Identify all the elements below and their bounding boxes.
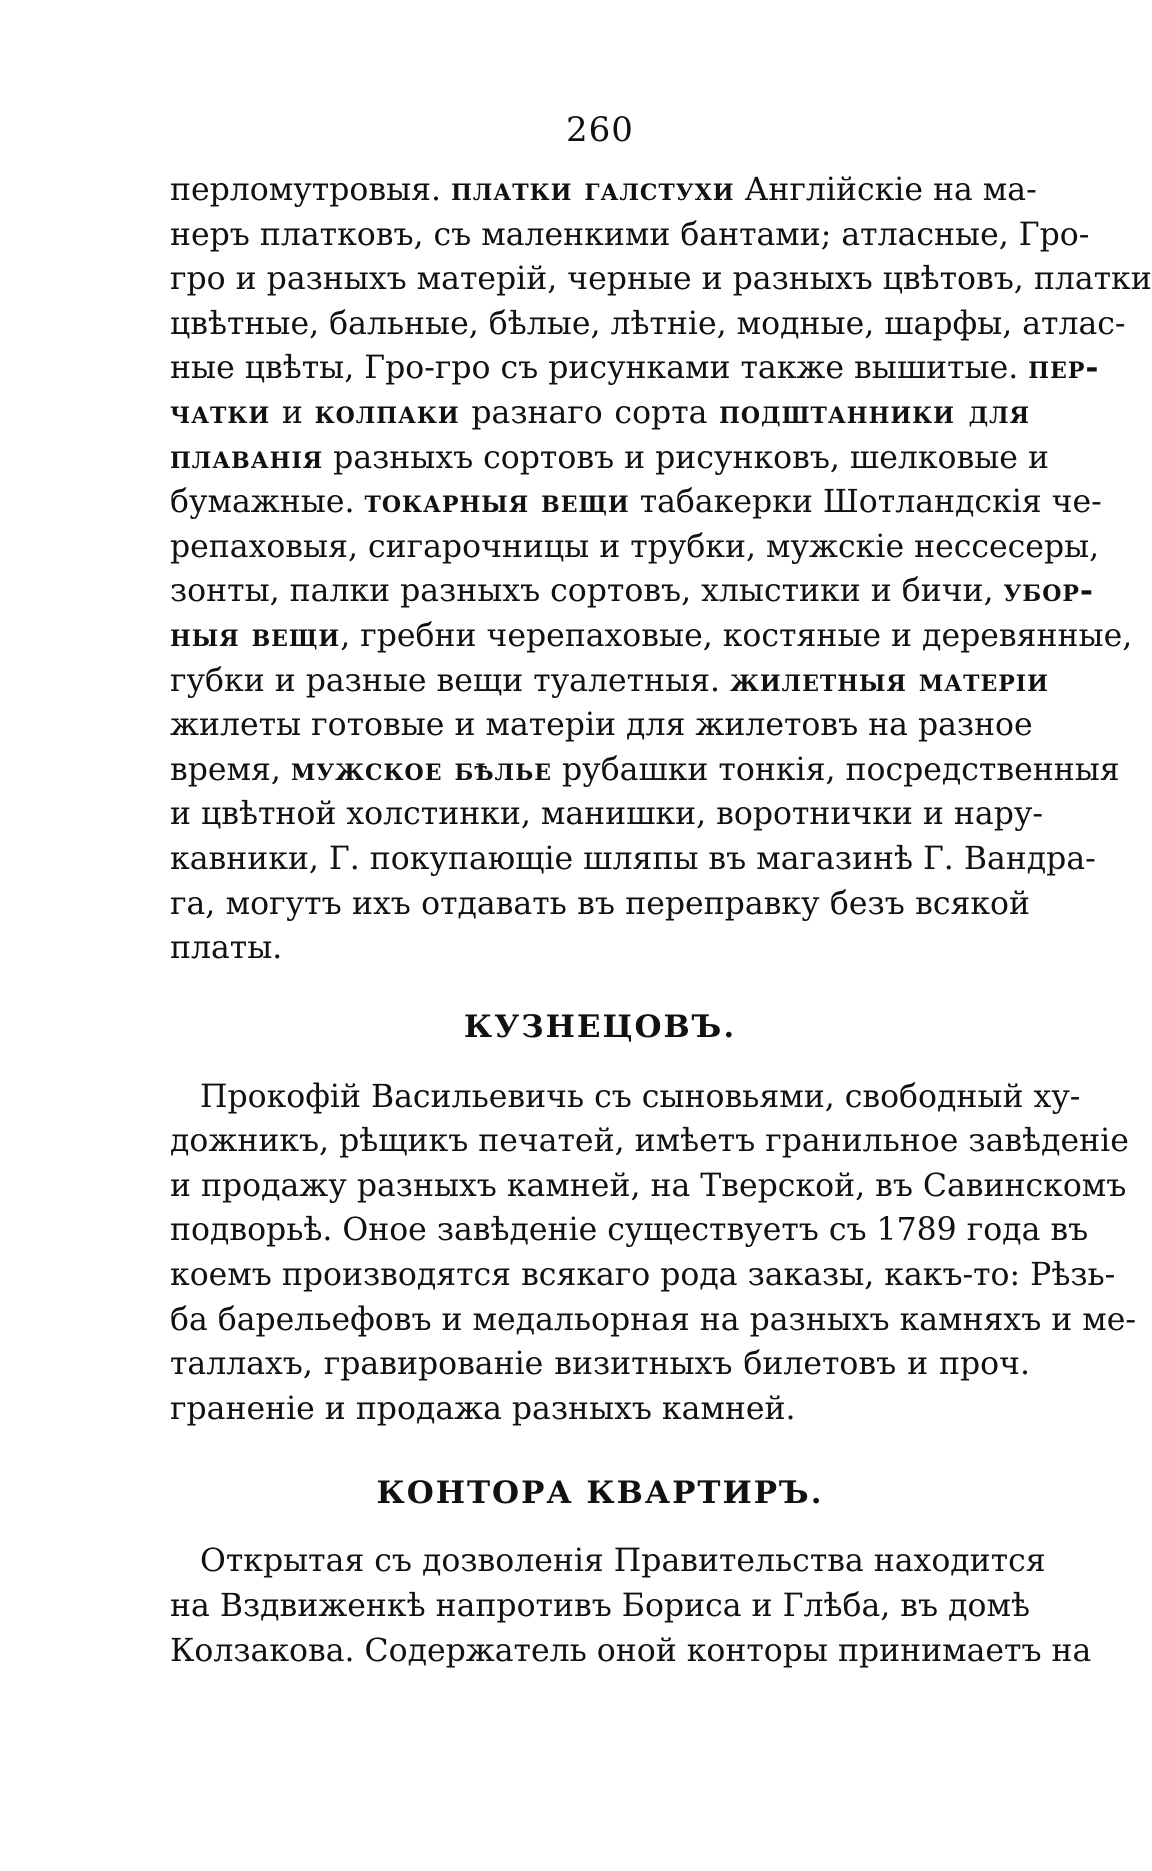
text-line: [170, 1584, 1030, 1629]
text-span: и продажу разныхъ камней, на Тверской, въ Савинскомъ: [170, 1167, 1127, 1204]
headword: пер-: [1028, 349, 1100, 387]
text-span: губки и разные вещи туалетныя.: [170, 662, 731, 699]
text-line: [170, 436, 1049, 481]
text-line: [170, 1208, 1089, 1253]
text-span: и: [270, 394, 315, 431]
text-line: [170, 703, 1033, 748]
text-line: [170, 614, 1133, 659]
section-title-kontora: КОНТОРА КВАРТИРЪ.: [376, 1475, 824, 1512]
headword: ныя вещи: [170, 616, 341, 654]
headword: плаванія: [170, 438, 324, 476]
text-line: [170, 1075, 1081, 1120]
paragraph-trade-goods: [170, 168, 1152, 971]
headword: жилетныя матеріи: [730, 661, 1049, 699]
text-line: [170, 1342, 1030, 1387]
text-line: [170, 748, 1120, 793]
text-line: [170, 1253, 1116, 1298]
text-span: разныхъ сортовъ и рисунковъ, шелковые и: [323, 439, 1049, 476]
paragraph-kuznetsov: [170, 1075, 1137, 1432]
text-line: [170, 168, 1037, 213]
section-title-kuznetsov: КУЗНЕЦОВЪ.: [463, 1008, 737, 1045]
text-span: и цвѣтной холстинки, манишки, воротнички и нару-: [170, 796, 1044, 833]
text-line: [170, 837, 1096, 882]
text-span: неръ платковъ, съ маленкими бантами; атласные, Гро-: [170, 216, 1090, 253]
text-line: [170, 659, 1049, 704]
text-line: [170, 882, 1030, 927]
text-span: бумажные.: [170, 484, 365, 521]
book-page: [170, 110, 1152, 1673]
headword: платки галстухи: [451, 171, 735, 208]
text-span: коемъ производятся всякаго рода заказы, какъ-то: Рѣзь-: [170, 1257, 1116, 1294]
text-span: платы.: [170, 930, 283, 967]
text-span: Англійскіе на ма-: [734, 172, 1037, 208]
text-line: [170, 302, 1126, 347]
text-span: репаховыя, сигарочницы и трубки, мужскіе нессесеры,: [170, 528, 1100, 565]
text-line: [170, 1387, 1030, 1432]
text-span: время,: [170, 751, 291, 788]
text-line: [170, 1119, 1129, 1164]
text-span: дожникъ, рѣщикъ печатей, имѣетъ гранильное завѣденіе: [170, 1123, 1129, 1160]
text-span: цвѣтные, бальные, бѣлые, лѣтніе, модные, шарфы, атлас-: [170, 305, 1126, 342]
text-span: ные цвѣты, Гро-гро съ рисунками также вышитые.: [170, 350, 1029, 387]
paragraph-kontora: [170, 1539, 1092, 1673]
text-span: граненіе и продажа разныхъ камней.: [170, 1390, 796, 1427]
text-span: таллахъ, гравированіе визитныхъ билетовъ и проч.: [170, 1346, 1030, 1383]
text-span: зонты, палки разныхъ сортовъ, хлыстики и бичи,: [170, 573, 1004, 610]
text-span: ба барельефовъ и медальорная на разныхъ камняхъ и ме-: [170, 1301, 1137, 1338]
text-line: [170, 525, 1100, 570]
text-line: [170, 480, 1102, 525]
text-line: [170, 792, 1044, 837]
text-line: [170, 1629, 1092, 1674]
text-line: [170, 346, 1100, 391]
text-span: перломутровыя.: [170, 172, 452, 208]
text-line: [170, 391, 1030, 436]
text-span: подворьѣ. Оное завѣденіе существуетъ съ 1789 года въ: [170, 1212, 1089, 1249]
text-span: жилеты готовые и матеріи для жилетовъ на разное: [170, 707, 1033, 744]
text-span: кавники, Г. покупающіе шляпы въ магазинѣ Г. Вандра-: [170, 840, 1096, 877]
headword: убор-: [1003, 572, 1094, 610]
text-line: [170, 569, 1094, 614]
text-line: [170, 257, 1152, 302]
headword: токарныя вещи: [364, 483, 630, 521]
headword: мужское бѣлье: [290, 750, 552, 788]
text-span: Прокофій Васильевичь съ сыновьями, свободный ху-: [200, 1078, 1081, 1115]
headword: чатки: [170, 393, 271, 431]
text-span: гро и разныхъ матерій, черные и разныхъ цвѣтовъ, платки: [170, 261, 1152, 298]
text-span: на Вздвиженкѣ напротивъ Бориса и Глѣба, въ домѣ: [170, 1588, 1030, 1625]
text-span: Открытая съ дозволенія Правительства находится: [200, 1543, 1046, 1580]
text-line: [170, 1298, 1137, 1343]
text-line: [170, 1539, 1046, 1584]
text-span: Колзакова. Содержатель оной конторы принимаетъ на: [170, 1632, 1092, 1669]
text-line: [170, 1164, 1127, 1209]
text-line: [170, 926, 1030, 971]
headword: подштанники для: [719, 393, 1030, 431]
headword: колпаки: [314, 393, 460, 431]
text-line: [170, 213, 1090, 258]
text-span: , гребни черепаховые, костяные и деревянные,: [340, 617, 1133, 654]
text-span: га, могутъ ихъ отдавать въ перепрaвку безъ всякой: [170, 885, 1030, 922]
text-span: табакерки Шотландскія че-: [629, 484, 1102, 521]
page-number: 260: [566, 110, 634, 150]
text-span: разнаго сорта: [459, 394, 720, 431]
text-span: рубашки тонкія, посредственныя: [552, 751, 1120, 788]
